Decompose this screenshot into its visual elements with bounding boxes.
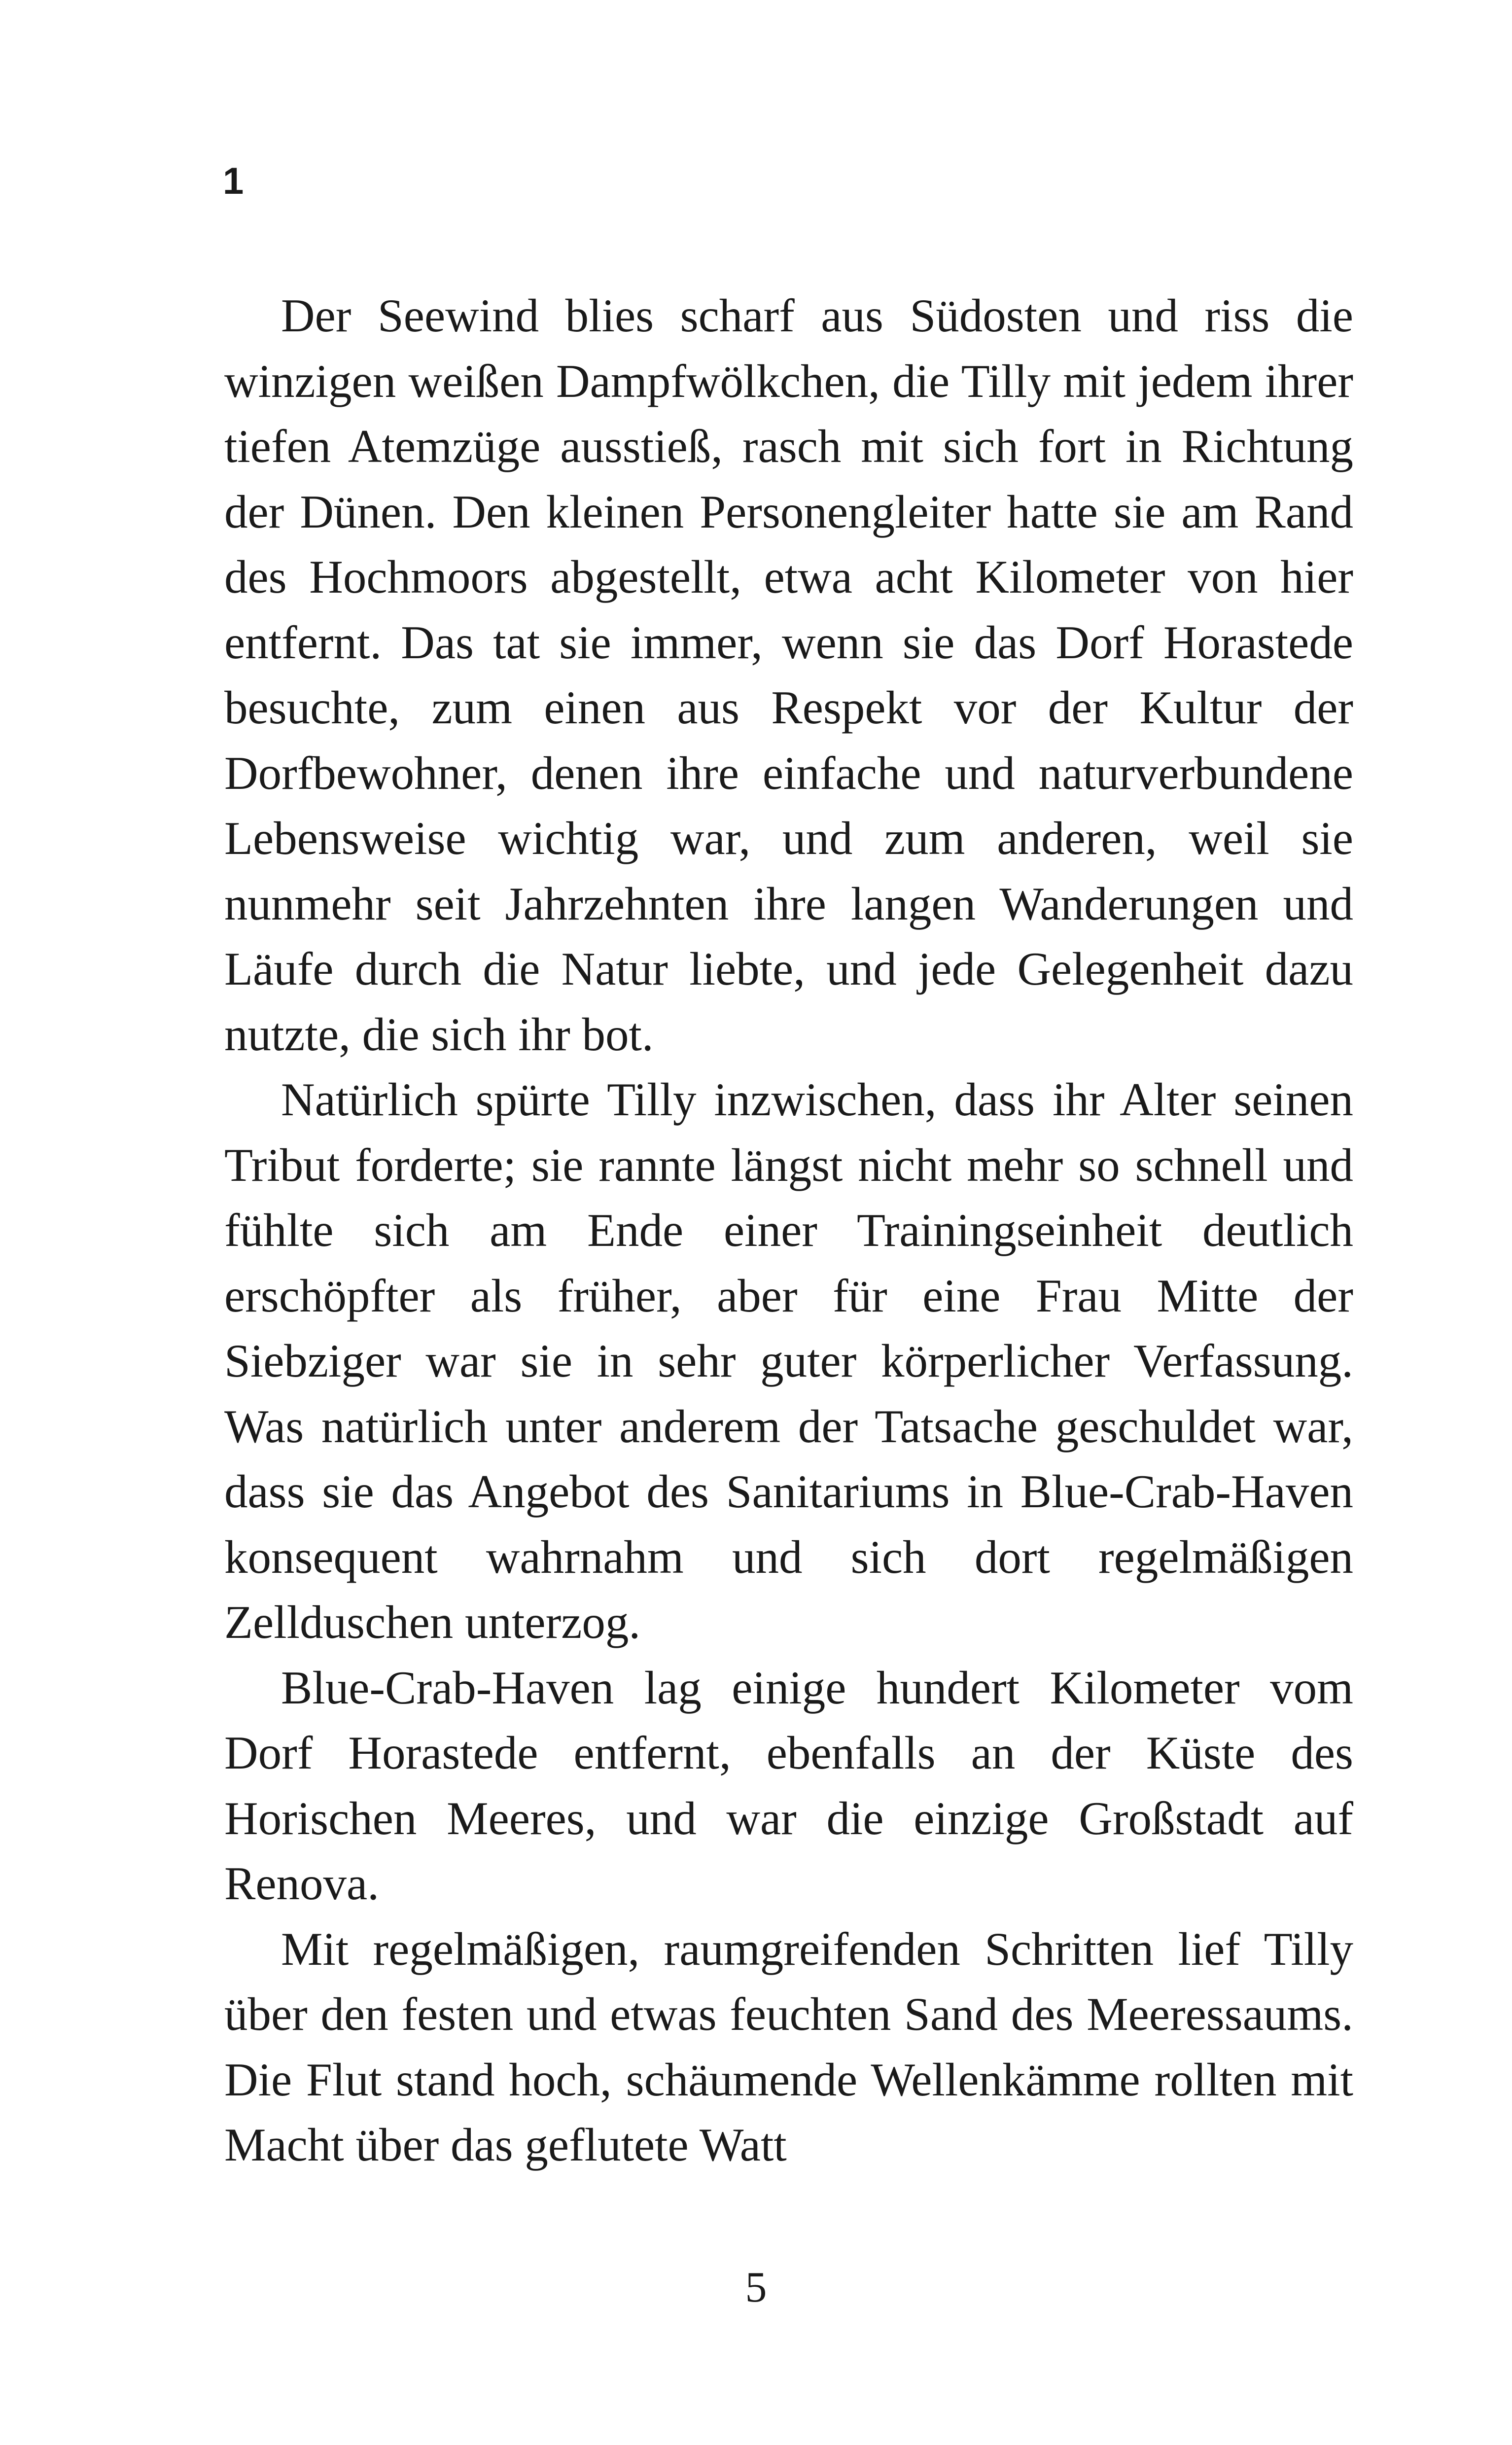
page-number: 5	[745, 2264, 767, 2311]
paragraph: Natürlich spürte Tilly inzwischen, dass ihr Alter seinen Tribut forderte; sie rannte längst nicht mehr so schnell und fühlte sich am Ende einer Trainingseinheit deutlich erschöpfter als früher, aber für eine Frau Mitte der Siebziger war sie in sehr guter körperlicher Verfassung. Was natürlich unter anderem der Tatsache geschuldet war, dass sie das Angebot des Sanitariums in Blue-Crab-Haven konsequent wahrnahm und sich dort regelmäßigen Zellduschen unterzog.	[224, 1073, 1353, 1648]
paragraph: Blue-Crab-Haven lag einige hundert Kilometer vom Dorf Horastede entfernt, ebenfalls an der Küste des Horischen Meeres, und war die einzige Großstadt auf Renova.	[224, 1661, 1353, 1910]
paragraph: Der Seewind blies scharf aus Südosten und riss die winzigen weißen Dampfwölkchen, die Tilly mit jedem ihrer tiefen Atemzüge ausstieß, rasch mit sich fort in Richtung der Dünen. Den kleinen Personengleiter hatte sie am Rand des Hochmoors abgestellt, etwa acht Kilometer von hier entfernt. Das tat sie immer, wenn sie das Dorf Horastede besuchte, zum einen aus Respekt vor der Kultur der Dorfbewohner, denen ihre einfache und naturverbundene Lebensweise wichtig war, und zum anderen, weil sie nunmehr seit Jahrzehnten ihre langen Wanderungen und Läufe durch die Natur liebte, und jede Gelegenheit dazu nutzte, die sich ihr bot.	[224, 289, 1353, 1061]
paragraph: Mit regelmäßigen, raumgreifenden Schritten lief Tilly über den festen und etwas feuchten Sand des Meeressaums. Die Flut stand hoch, schäumende Wellenkämme rollten mit Macht über das geflutete Watt	[224, 1922, 1353, 2171]
chapter-number: 1	[223, 160, 244, 202]
body-text	[224, 283, 1353, 2178]
